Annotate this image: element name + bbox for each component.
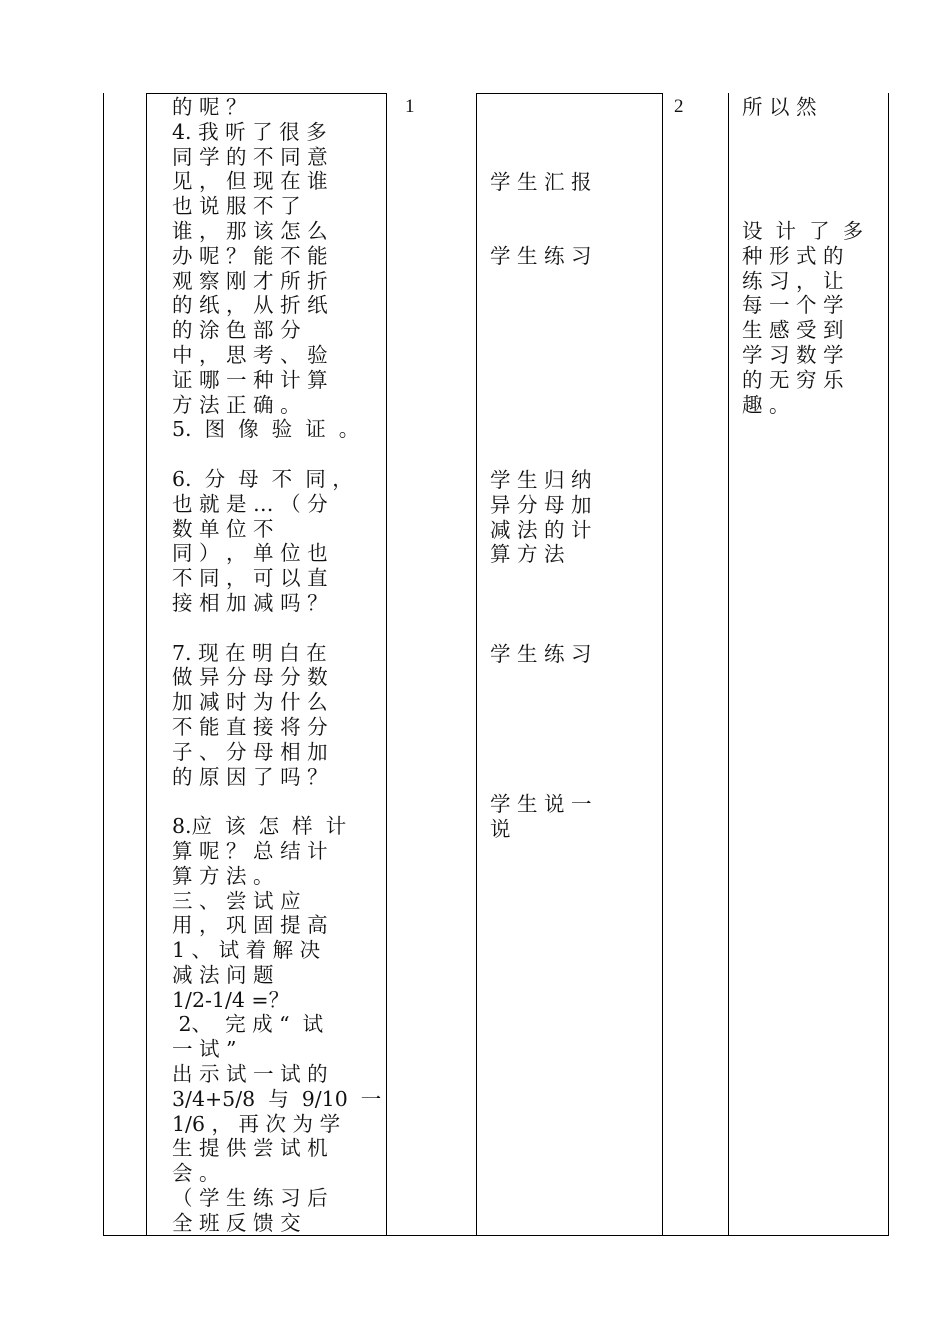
text-line: 1/6 ， 再 次 为 学 xyxy=(172,1111,341,1136)
text-line: 学 生 练 习 xyxy=(490,642,592,666)
column-divider-1 xyxy=(146,93,147,1236)
text-line: 6. 分 母 不 同 ， xyxy=(172,466,353,491)
student-activity-item xyxy=(490,244,650,269)
student-activity-item xyxy=(490,792,650,842)
text-line: 4. 我 听 了 很 多 xyxy=(172,119,327,144)
text-line: 趣 。 xyxy=(742,392,790,417)
text-line: 练 习 ， 让 xyxy=(742,268,844,293)
text-line: 出 示 试 一 试 的 xyxy=(172,1062,328,1087)
text-line: 3/4+5/8 与 9/10 一 xyxy=(172,1086,382,1111)
text-line: 接 相 加 减 吗 ？ xyxy=(172,590,328,615)
text-line: 生 感 受 到 xyxy=(742,318,844,343)
text-line: 三 、 尝 试 应 xyxy=(172,888,301,913)
text-line: 8.应 该 怎 样 计 xyxy=(172,814,347,839)
text-line: 中 ， 思 考 、 验 xyxy=(172,342,328,367)
text-line: 不 同 ， 可 以 直 xyxy=(172,566,328,591)
text-line: 谁 ， 那 该 怎 么 xyxy=(172,218,328,243)
text-line: 算 方 法 。 xyxy=(172,863,274,888)
text-line: 的 涂 色 部 分 xyxy=(172,318,301,343)
text-line: 一 试 ” xyxy=(172,1037,237,1062)
text-line: 加 减 时 为 什 么 xyxy=(172,690,328,715)
text-line: 2、 完 成 “ 试 xyxy=(172,1012,324,1037)
text-line: 减 法 的 计 xyxy=(490,517,592,542)
column-divider-5 xyxy=(728,93,729,1236)
text-line: 的 原 因 了 吗 ？ xyxy=(172,764,328,789)
table-border-left xyxy=(103,93,104,1236)
text-line xyxy=(172,789,368,814)
text-line: 同 学 的 不 同 意 xyxy=(172,144,328,169)
text-line: （ 学 生 练 习 后 xyxy=(172,1186,328,1211)
time-value-2: 2 xyxy=(674,96,684,117)
text-line: 也 就 是 … （ 分 xyxy=(172,491,328,516)
text-line xyxy=(172,442,368,467)
table-border-right xyxy=(888,93,889,1236)
text-line: 学 生 说 一 xyxy=(490,792,592,816)
text-line: 每 一 个 学 xyxy=(742,293,844,318)
column-divider-4 xyxy=(662,93,663,1236)
text-line: 学 生 练 习 xyxy=(490,244,592,268)
text-line: 也 说 服 不 了 xyxy=(172,194,301,219)
text-line: 学 习 数 学 xyxy=(742,342,844,367)
text-line: 1/2-1/4 =？ xyxy=(172,987,290,1012)
text-line xyxy=(172,616,368,641)
student-activity-item xyxy=(490,468,650,567)
teaching-process-cell xyxy=(172,95,382,1236)
text-line: 观 察 刚 才 所 折 xyxy=(172,268,328,293)
column-divider-3 xyxy=(476,93,477,1236)
text-line: 异 分 母 加 xyxy=(490,492,592,517)
text-line: 7. 现 在 明 白 在 xyxy=(172,640,327,665)
text-line: 办 呢 ？ 能 不 能 xyxy=(172,243,328,268)
text-line: 同 ） ， 单 位 也 xyxy=(172,541,328,566)
student-activity-item xyxy=(490,170,650,195)
text-line: 全 班 反 馈 交 xyxy=(172,1210,301,1235)
column-divider-2 xyxy=(386,93,387,1236)
text-line: 数 单 位 不 xyxy=(172,516,274,541)
text-line: 说 xyxy=(490,816,511,841)
text-line: 种 形 式 的 xyxy=(742,243,844,268)
text-line: 的 纸 ， 从 折 纸 xyxy=(172,293,328,318)
time-value-1: 1 xyxy=(405,96,415,117)
text-line: 的 无 穷 乐 xyxy=(742,367,844,392)
text-line: 子 、 分 母 相 加 xyxy=(172,739,328,764)
text-line: 学 生 归 纳 xyxy=(490,468,592,492)
text-line: 做 异 分 母 分 数 xyxy=(172,665,328,690)
text-line: 算 呢 ？ 总 结 计 xyxy=(172,838,328,863)
text-line: 见 ， 但 现 在 谁 xyxy=(172,169,328,194)
text-line: 证 哪 一 种 计 算 xyxy=(172,367,328,392)
text-line: 算 方 法 xyxy=(490,542,565,567)
text-line: 方 法 正 确 。 xyxy=(172,392,301,417)
student-activity-item xyxy=(490,642,650,667)
design-intent-top: 所 以 然 xyxy=(742,95,817,119)
text-line: 减 法 问 题 xyxy=(172,962,274,987)
text-line: 5. 图 像 验 证 。 xyxy=(172,417,360,442)
text-line: 用 ， 巩 固 提 高 xyxy=(172,913,328,938)
cell-top-border-process xyxy=(146,93,387,94)
text-line: 1 、 试 着 解 决 xyxy=(172,938,321,963)
design-intent-cell xyxy=(742,219,882,417)
cell-top-border-student xyxy=(476,93,663,94)
text-line: 设 计 了 多 xyxy=(742,219,864,243)
text-line: 不 能 直 接 将 分 xyxy=(172,714,328,739)
text-line: 生 提 供 尝 试 机 xyxy=(172,1136,328,1161)
text-line: 会 。 xyxy=(172,1161,220,1186)
text-line: 学 生 汇 报 xyxy=(490,170,592,194)
text-line: 的 呢 ？ xyxy=(172,95,247,119)
